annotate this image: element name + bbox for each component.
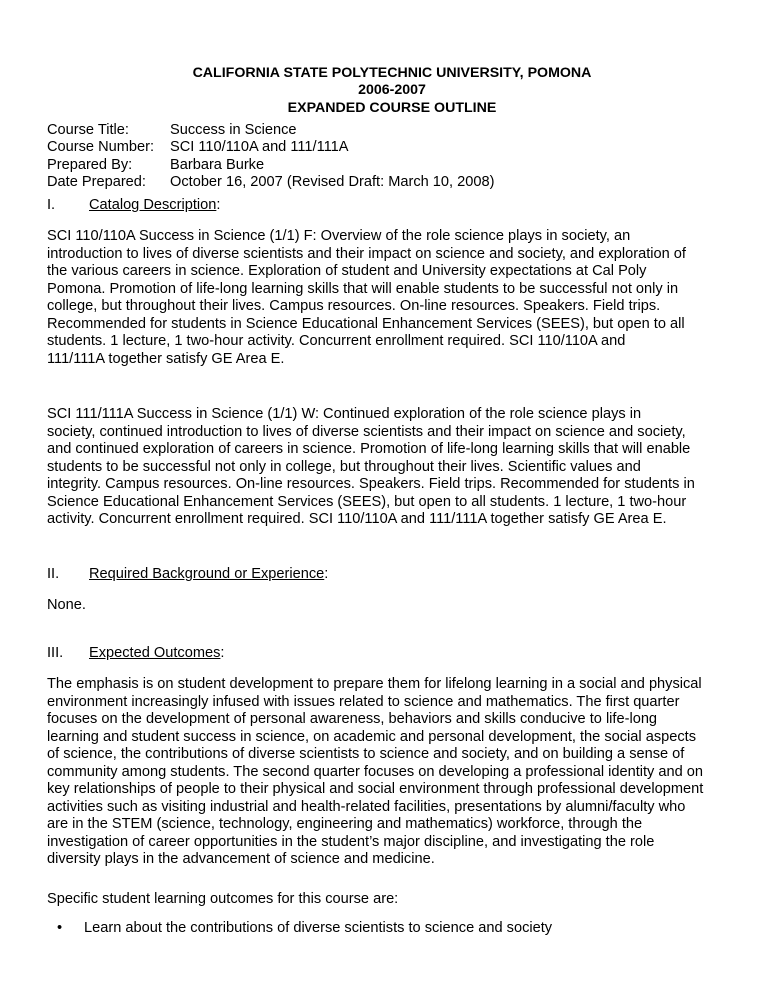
text-line: students to be successful not only in college, but throughout their lives. Scientific values and [47, 458, 641, 475]
outline-title: EXPANDED COURSE OUTLINE [287, 99, 497, 116]
meta-row [47, 122, 494, 139]
section-number: I. [47, 197, 56, 213]
list-item [47, 920, 552, 938]
section-title: Expected Outcomes [89, 645, 221, 661]
meta-row [47, 139, 494, 156]
university-name: CALIFORNIA STATE POLYTECHNIC UNIVERSITY, POMONA [192, 65, 592, 81]
text-line: and continued exploration of careers in science. Promotion of life-long learning skills that will enable [47, 441, 691, 457]
catalog-paragraph-sci111 [47, 406, 737, 529]
text-line: the various careers in science. Exploration of student and University expectations at Cal Poly [47, 263, 647, 279]
meta-row [47, 157, 494, 174]
section-heading-catalog [47, 197, 220, 215]
text-line: activity. Concurrent enrollment required. SCI 110/110A and 111/111A together satisfy GE Area E. [47, 511, 667, 527]
text-line: activities such as visiting industrial and health-related facilities, presentations by alumni/faculty who [47, 798, 686, 815]
meta-label: Course Number: [47, 139, 155, 156]
section-number: III. [47, 645, 64, 661]
section-heading-outcomes [47, 645, 224, 663]
text-line: None. [47, 597, 86, 613]
text-line: SCI 111/111A Success in Science (1/1) W: Continued exploration of the role science plays in [47, 406, 642, 422]
text-line: students. 1 lecture, 1 two-hour activity. Concurrent enrollment required. SCI 110/110A and [47, 333, 626, 349]
text-line: Pomona. Promotion of life-long learning skills that will enable students to be successful not only in [47, 280, 679, 297]
list-item-text: Learn about the contributions of diverse scientists to science and society [84, 920, 553, 936]
text-line: SCI 110/110A Success in Science (1/1) F: Overview of the role science plays in society, an [47, 228, 631, 244]
bullet-icon: • [57, 920, 63, 936]
section-colon: : [216, 197, 221, 213]
section-title: Catalog Description [89, 197, 217, 213]
meta-label: Prepared By: [47, 156, 133, 173]
section-colon: : [220, 645, 225, 661]
text-line: learning and student success in science, on academic and personal development, the social aspects [47, 728, 697, 745]
academic-year: 2006-2007 [358, 82, 426, 99]
text-line: 111/111A together satisfy GE Area E. [47, 350, 285, 367]
text-line: Recommended for students in Science Educational Enhancement Services (SEES), but open to all [47, 315, 685, 332]
meta-value: Barbara Burke [170, 156, 265, 173]
text-line: of science, the contributions of diverse scientists to science and society, and on building a sense of [47, 746, 685, 762]
text-line: environment increasingly infused with issues related to science and mathematics. The first quarter [47, 693, 680, 710]
text-line: key relationships of people to their physical and social environment through professional development [47, 781, 704, 797]
text-line: introduction to lives of diverse scientists and their impact on science and society, and exploration of [47, 245, 686, 262]
course-meta [47, 122, 494, 191]
text-line: Science Educational Enhancement Services (SEES), but open to all students. 1 lecture, 1 two-hour [47, 493, 687, 510]
text-line: The emphasis is on student development to prepare them for lifelong learning in a social and physical [47, 676, 702, 692]
text-line: society, continued introduction to lives of diverse scientists and their impact on science and society, [47, 423, 686, 440]
meta-value: SCI 110/110A and 111/111A [170, 139, 349, 156]
section-colon: : [324, 566, 329, 582]
document-header [47, 65, 737, 117]
specific-outcomes-intro [47, 891, 737, 909]
catalog-paragraph-sci110 [47, 228, 737, 368]
meta-value: Success in Science [170, 122, 297, 138]
meta-row [47, 174, 494, 191]
meta-label: Course Title: [47, 122, 129, 138]
background-paragraph [47, 597, 737, 615]
text-line: community among students. The second quarter focuses on developing a professional identity and on [47, 763, 704, 780]
text-line: integrity. Campus resources. On-line resources. Speakers. Field trips. Recommended for students in [47, 476, 695, 492]
text-line: Specific student learning outcomes for this course are: [47, 891, 399, 907]
text-line: college, but throughout their lives. Campus resources. On-line resources. Speakers. Field trips. [47, 298, 661, 314]
text-line: investigation of career opportunities in the student’s major discipline, and investigating the role [47, 833, 655, 850]
section-heading-background [47, 566, 328, 584]
text-line: diversity plays in the advancement of science and medicine. [47, 851, 435, 867]
section-number: II. [47, 566, 60, 582]
text-line: focuses on the development of personal awareness, behaviors and skills conducive to life-long [47, 711, 658, 727]
meta-value: October 16, 2007 (Revised Draft: March 10, 2008) [170, 173, 495, 190]
section-title: Required Background or Experience [89, 566, 325, 582]
outcomes-paragraph [47, 676, 737, 869]
text-line: are in the STEM (science, technology, engineering and mathematics) workforce, through the [47, 816, 643, 832]
meta-label: Date Prepared: [47, 173, 146, 190]
